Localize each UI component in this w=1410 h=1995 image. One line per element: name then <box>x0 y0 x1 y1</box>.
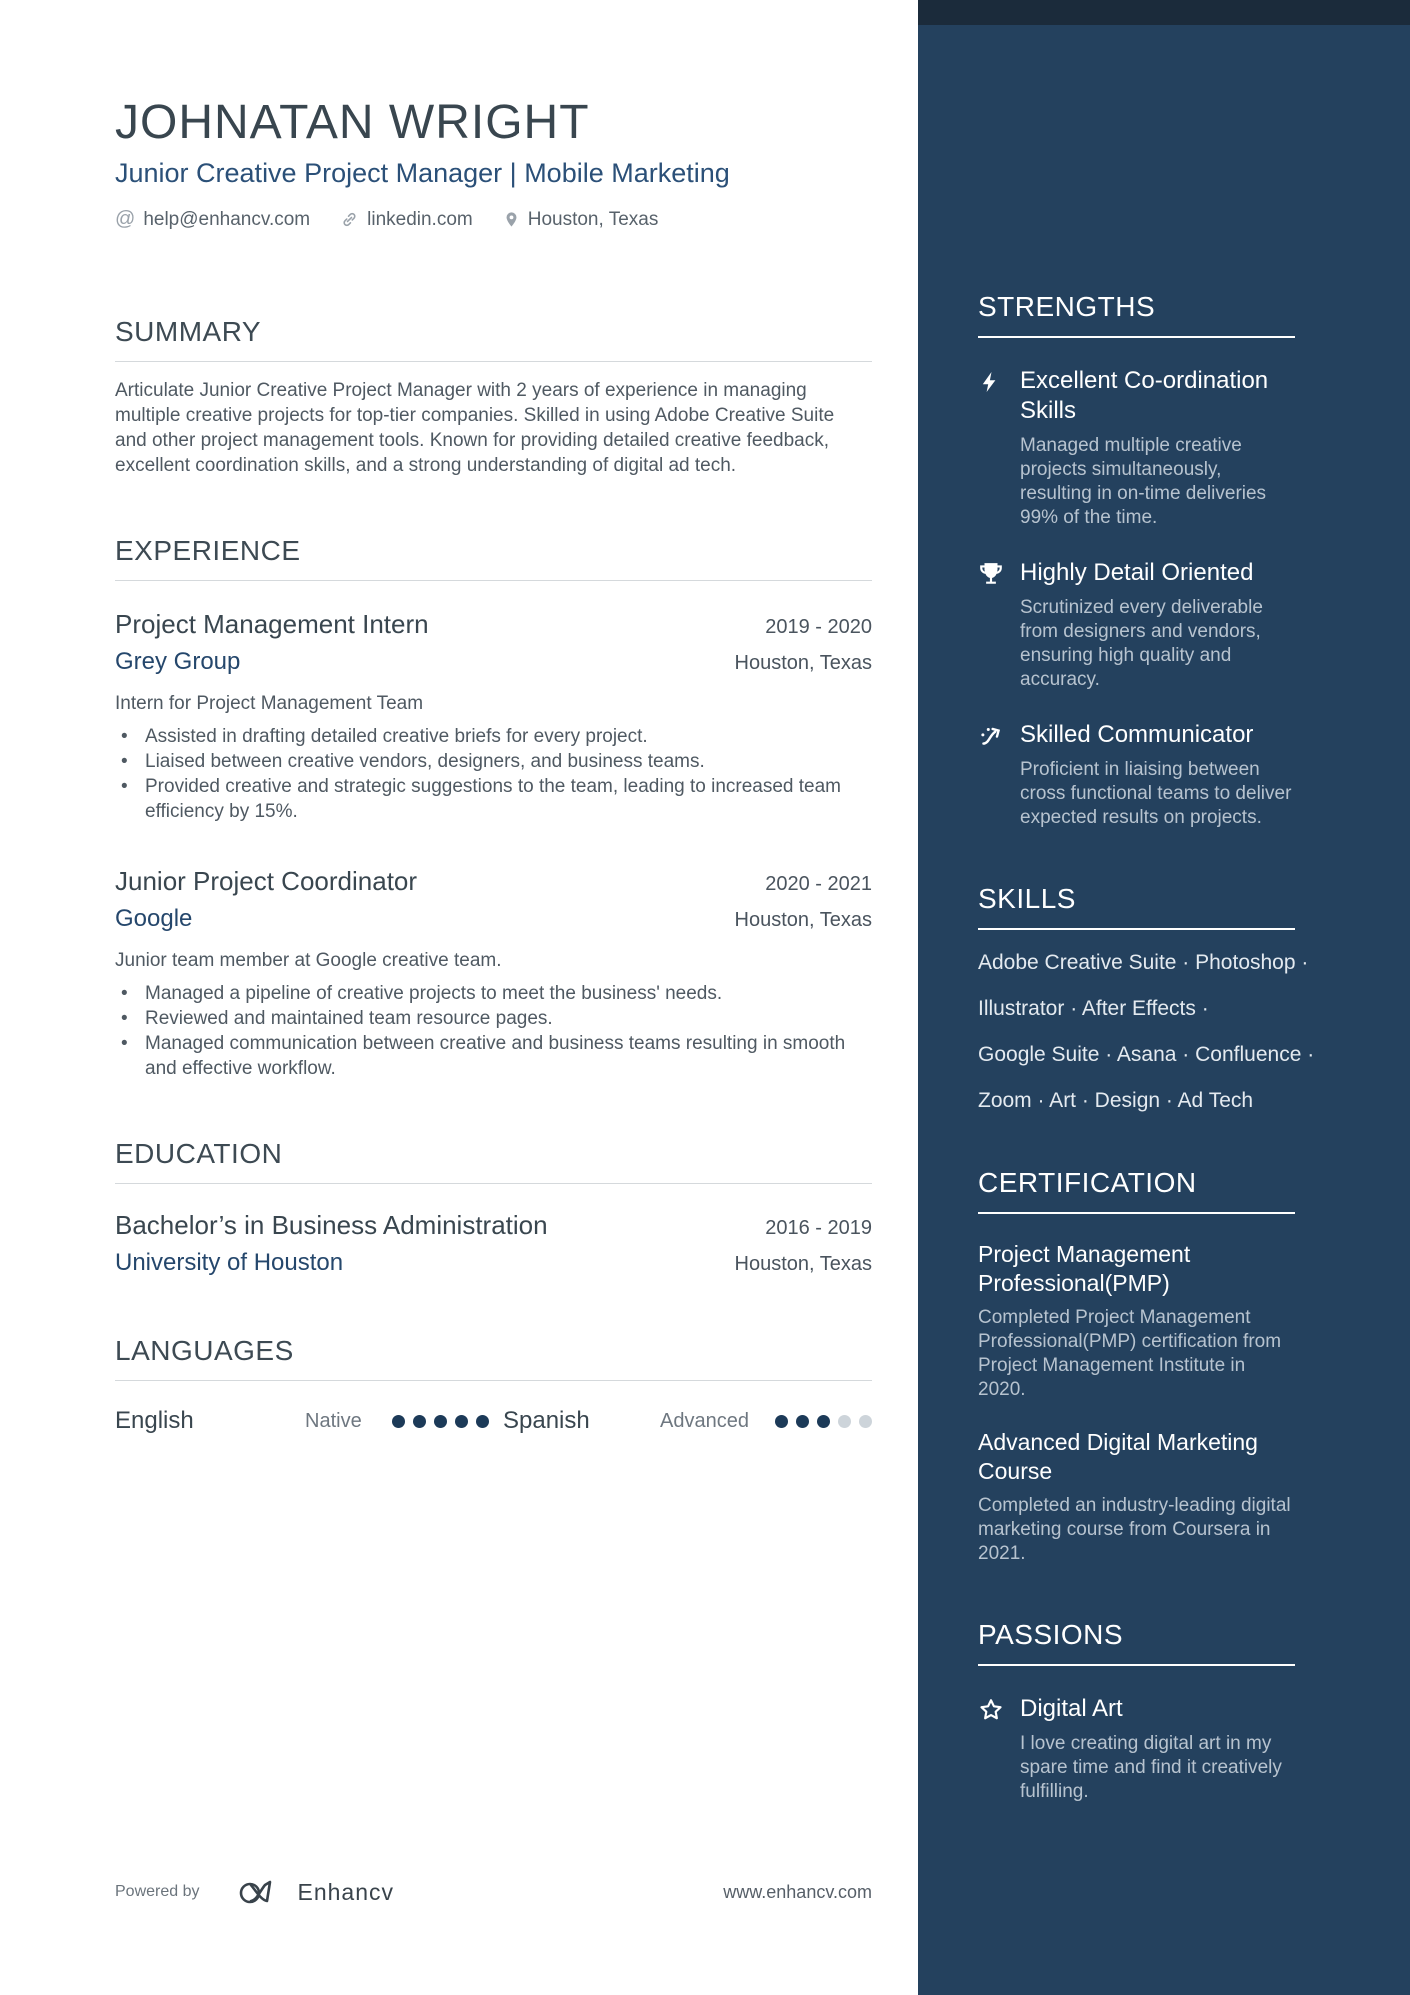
section-divider <box>115 1380 872 1381</box>
job-bullet: • Assisted in drafting detailed creative briefs for every project. <box>115 724 872 749</box>
company-name: Grey Group <box>115 648 241 675</box>
skill-line: Adobe Creative Suite · Photoshop · <box>978 951 1309 974</box>
education-location: Houston, Texas <box>734 1253 872 1275</box>
contact-row <box>115 208 872 231</box>
strength-text: Scrutinized every deliverable from designers and vendors, ensuring high quality and accuracy. <box>1020 597 1263 690</box>
job-bullet-list <box>115 724 872 824</box>
job-bullet: • Managed communication between creative and business teams resulting in smooth and effective workflow. <box>115 1031 872 1081</box>
trophy-icon <box>978 558 1020 692</box>
link-icon <box>340 210 359 229</box>
sidebar <box>918 0 1410 1995</box>
certification-text: Completed Project Management Professional(PMP) certification from Project Management Institute in 2020. <box>978 1307 1282 1400</box>
strength-title: Highly Detail Oriented <box>1020 559 1254 586</box>
school-name: University of Houston <box>115 1249 344 1276</box>
language-proficiency-dots <box>775 1415 872 1428</box>
skills-heading: SKILLS <box>978 883 1076 914</box>
enhancv-wordmark: Enhancv <box>297 1878 395 1905</box>
strength-item <box>978 366 1295 530</box>
language-level: Advanced <box>660 1409 749 1432</box>
language-item <box>503 1407 872 1435</box>
location-text: Houston, Texas <box>527 208 659 230</box>
passion-item <box>978 1694 1295 1804</box>
footer <box>115 1878 872 1906</box>
experience-heading: EXPERIENCE <box>115 535 301 566</box>
degree-title: Bachelor’s in Business Administration <box>115 1210 548 1240</box>
enhancv-url-link[interactable]: www.enhancv.com <box>723 1881 872 1902</box>
job-bullet-list <box>115 981 872 1081</box>
star-icon <box>978 1694 1020 1804</box>
language-level: Native <box>305 1409 362 1432</box>
skill-line: Illustrator · After Effects · <box>978 997 1209 1020</box>
education-dates: 2016 - 2019 <box>765 1217 872 1239</box>
job-title: Junior Project Coordinator <box>115 866 418 896</box>
language-name: English <box>115 1407 194 1434</box>
company-name: Google <box>115 905 193 932</box>
strength-title: Excellent Co-ordination Skills <box>1020 367 1269 424</box>
email-text: help@enhancv.com <box>143 208 311 230</box>
experience-entry <box>115 607 872 824</box>
education-heading: EDUCATION <box>115 1138 283 1169</box>
certification-item <box>978 1428 1295 1566</box>
languages-section <box>115 1334 872 1435</box>
section-divider <box>115 580 872 581</box>
strengths-section <box>978 290 1295 830</box>
job-dates: 2019 - 2020 <box>765 616 872 638</box>
powered-by-label: Powered by <box>115 1883 200 1900</box>
summary-text: Articulate Junior Creative Project Manager with 2 years of experience in managing multiple creative projects for top-tier companies. Skilled in using Adobe Creative Suite and other project management tools. Known for providing detailed creative feedback, excellent coordination skills, and a strong understanding of digital ad tech. <box>115 380 835 476</box>
education-section <box>115 1137 872 1278</box>
job-location: Houston, Texas <box>734 909 872 931</box>
section-divider <box>115 1183 872 1184</box>
sidebar-divider <box>978 336 1295 338</box>
enhancv-logo-icon <box>238 1878 286 1906</box>
job-headline: Junior Creative Project Manager | Mobile Marketing <box>115 158 730 188</box>
strength-item <box>978 720 1295 830</box>
job-dates: 2020 - 2021 <box>765 873 872 895</box>
skills-section <box>978 882 1315 1114</box>
sidebar-divider <box>978 928 1295 930</box>
email-link[interactable] <box>115 208 310 231</box>
strength-item <box>978 558 1295 692</box>
summary-section <box>115 315 872 478</box>
job-location: Houston, Texas <box>734 652 872 674</box>
strength-text: Proficient in liaising between cross functional teams to deliver expected results on projects. <box>1020 759 1292 828</box>
summary-heading: SUMMARY <box>115 316 262 347</box>
job-bullet: • Liaised between creative vendors, designers, and business teams. <box>115 749 872 774</box>
experience-section <box>115 534 872 1081</box>
certification-text: Completed an industry-leading digital marketing course from Coursera in 2021. <box>978 1495 1291 1564</box>
at-sign-icon: @ <box>115 208 136 230</box>
strength-text: Managed multiple creative projects simultaneously, resulting in on-time deliveries 99% of the time. <box>1020 435 1267 528</box>
route-arrow-icon <box>978 720 1020 830</box>
sidebar-top-band <box>918 0 1410 25</box>
passions-section <box>978 1618 1295 1804</box>
page-title: JOHNATAN WRIGHT <box>115 96 590 149</box>
strengths-heading: STRENGTHS <box>978 291 1156 322</box>
section-divider <box>115 361 872 362</box>
language-item <box>115 1407 503 1435</box>
map-pin-icon <box>503 210 520 229</box>
certification-item <box>978 1240 1295 1402</box>
linkedin-link[interactable] <box>340 209 473 231</box>
job-summary: Junior team member at Google creative team. <box>115 950 502 971</box>
strength-title: Skilled Communicator <box>1020 721 1254 748</box>
passion-title: Digital Art <box>1020 1695 1123 1722</box>
experience-entry <box>115 864 872 1081</box>
lightning-bolt-icon <box>978 366 1020 530</box>
job-bullet: • Provided creative and strategic suggestions to the team, leading to increased team efficiency by 15%. <box>115 774 872 824</box>
skill-line: Zoom · Art · Design · Ad Tech <box>978 1089 1254 1112</box>
certification-section <box>978 1166 1295 1566</box>
job-title: Project Management Intern <box>115 609 429 639</box>
job-summary: Intern for Project Management Team <box>115 693 424 714</box>
education-entry <box>115 1208 872 1278</box>
job-bullet: • Reviewed and maintained team resource pages. <box>115 1006 872 1031</box>
job-bullet: • Managed a pipeline of creative projects to meet the business' needs. <box>115 981 872 1006</box>
skill-line: Google Suite · Asana · Confluence · <box>978 1043 1315 1066</box>
sidebar-divider <box>978 1212 1295 1214</box>
certification-heading: CERTIFICATION <box>978 1167 1197 1198</box>
language-row <box>115 1407 872 1435</box>
passion-text: I love creating digital art in my spare time and find it creatively fulfilling. <box>1020 1733 1282 1802</box>
sidebar-divider <box>978 1664 1295 1666</box>
location-item <box>503 209 659 231</box>
passions-heading: PASSIONS <box>978 1619 1124 1650</box>
language-proficiency-dots <box>392 1415 489 1428</box>
languages-heading: LANGUAGES <box>115 1335 294 1366</box>
certification-title: Project Management Professional(PMP) <box>978 1241 1191 1296</box>
linkedin-text: linkedin.com <box>367 208 473 230</box>
language-name: Spanish <box>503 1407 590 1434</box>
certification-title: Advanced Digital Marketing Course <box>978 1429 1258 1484</box>
